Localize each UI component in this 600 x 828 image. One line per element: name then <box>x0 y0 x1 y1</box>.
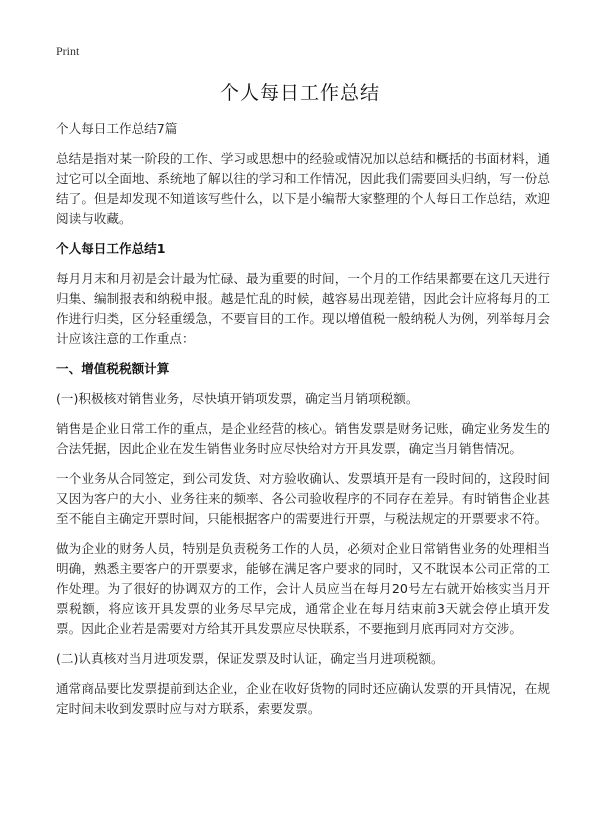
paragraph: 一个业务从合同签定，到公司发货、对方验收确认、发票填开是有一段时间的，这段时间又因为客户的大小、业务往来的频率、各公司验收程序的不同存在差异。有时销售企业甚至不能自主确定开票时间，只能根据客户的需要进行开票，与税法规定的开票要求不符。 <box>56 471 550 526</box>
subsection-heading: 一、增值税税额计算 <box>56 361 170 376</box>
paragraph: 通常商品要比发票提前到达企业，企业在收好货物的同时还应确认发票的开具情况，在规定时间未收到发票时应与对方联系，索要发票。 <box>56 681 550 716</box>
page-title: 个人每日工作总结 <box>219 82 380 104</box>
paragraph: 做为企业的财务人员，特别是负责税务工作的人员，必须对企业日常销售业务的处理相当明确，熟悉主要客户的开票要求，能够在满足客户要求的同时，又不耽误本公司正常的工作处理。为了很好的协调双方的工作，会计人员应当在每月20号左右就开始核实当月开票税额，将应该开具发票的业务尽早完成，通常企业在每月结束前3天就会停止填开发票。因此企业若是需要对方给其开具发票应尽快联系，不要拖到月底再同对方交涉。 <box>56 541 550 636</box>
article-subtitle: 个人每日工作总结7篇 <box>56 121 178 136</box>
print-link[interactable]: Print <box>56 44 80 58</box>
paragraph: 每月月末和月初是会计最为忙碌、最为重要的时间，一个月的工作结果都要在这几天进行归集、编制报表和纳税申报。越是忙乱的时候，越容易出现差错，因此会计应将每月的工作进行归类，区分轻重缓急，不要盲目的工作。现以增值税一般纳税人为例，列举每月会计应该注意的工作重点： <box>56 271 550 346</box>
section-heading: 个人每日工作总结1 <box>56 241 166 256</box>
paragraph: 销售是企业日常工作的重点，是企业经营的核心。销售发票是财务记账，确定业务发生的合法凭据，因此企业在发生销售业务时应尽快给对方开具发票，确定当月销售情况。 <box>56 421 550 456</box>
list-item: (二)认真核对当月进项发票，保证发票及时认证，确定当月进项税额。 <box>56 651 444 666</box>
intro-paragraph: 总结是指对某一阶段的工作、学习或思想中的经验或情况加以总结和概括的书面材料，通过它可以全面地、系统地了解以往的学习和工作情况，因此我们需要回头归纳，写一份总结了。但是却发现不知道该写些什么，以下是小编帮大家整理的个人每日工作总结，欢迎阅读与收藏。 <box>56 151 550 226</box>
article-body <box>56 119 550 729</box>
list-item: (一)积极核对销售业务，尽快填开销项发票，确定当月销项税额。 <box>56 391 419 406</box>
